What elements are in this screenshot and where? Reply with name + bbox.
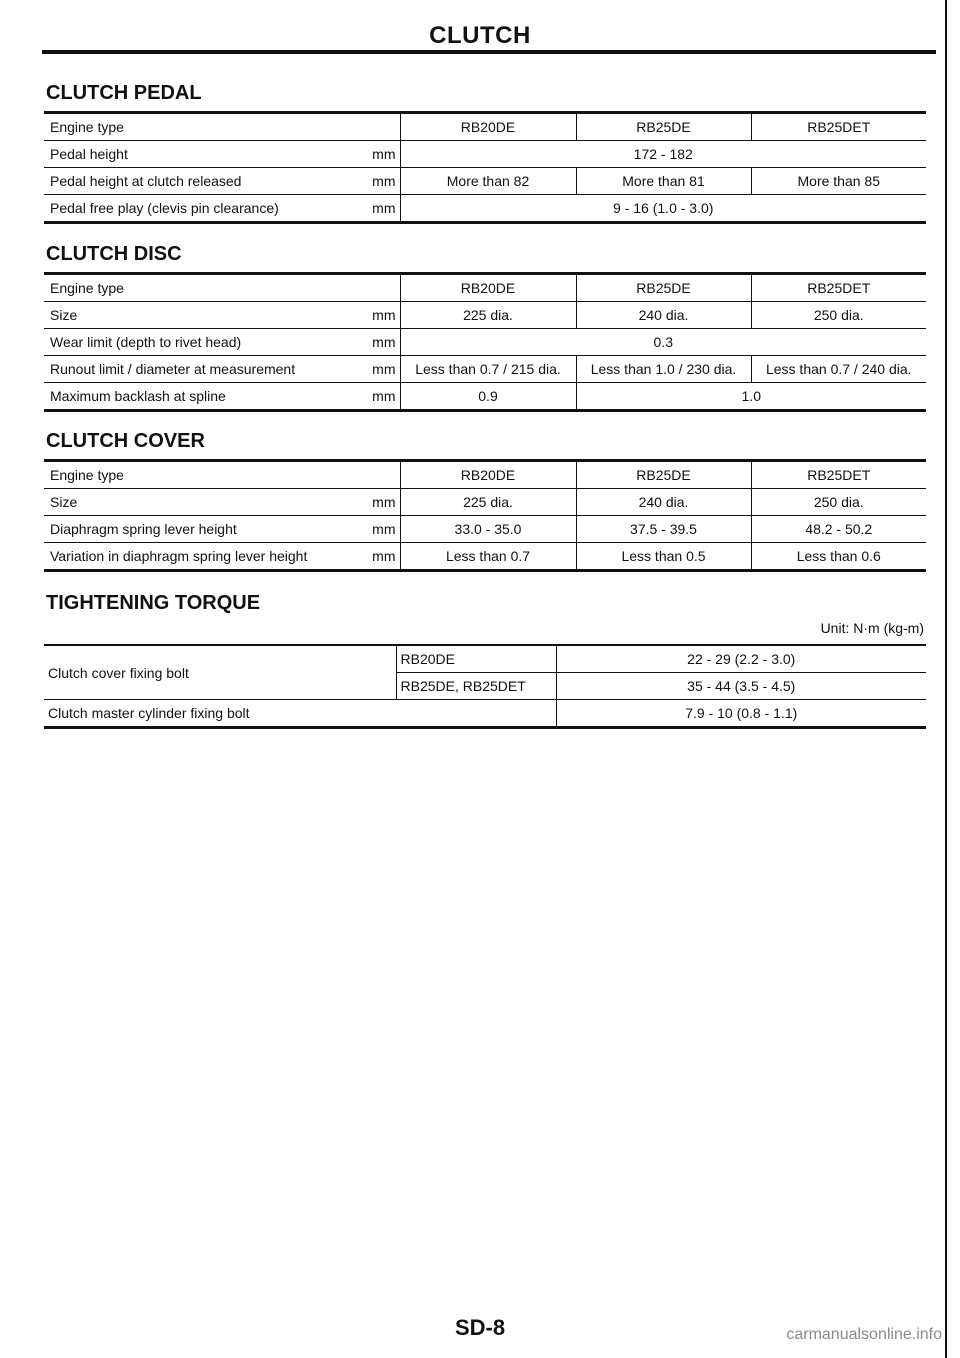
unit-label: mm (372, 361, 396, 377)
table-row (44, 461, 926, 489)
value-cell: More than 81 (576, 168, 751, 195)
value-cell: Less than 0.5 (576, 543, 751, 571)
value-cell: 0.9 (400, 383, 576, 411)
row-label: Pedal height at clutch released (50, 173, 242, 189)
value-cell: Less than 0.7 (400, 543, 576, 571)
row-label: Pedal free play (clevis pin clearance) (50, 200, 279, 216)
unit-label: mm (372, 521, 396, 537)
value-cell: RB25DET (751, 274, 926, 302)
condition-cell: RB25DE, RB25DET (396, 673, 556, 700)
value-cell: RB20DE (400, 461, 576, 489)
value-cell: RB20DE (400, 113, 576, 141)
value-cell: 37.5 - 39.5 (576, 516, 751, 543)
value-cell: 48.2 - 50.2 (751, 516, 926, 543)
row-label-cell (44, 383, 400, 411)
row-label-cell (44, 329, 400, 356)
table-row (44, 113, 926, 141)
torque-unit-note: Unit: N·m (kg-m) (820, 620, 924, 636)
clutch-disc-table (44, 272, 926, 412)
unit-label: mm (372, 494, 396, 510)
value-cell: RB25DET (751, 113, 926, 141)
value-cell: 225 dia. (400, 302, 576, 329)
value-cell: Less than 0.7 / 240 dia. (751, 356, 926, 383)
value-cell: 250 dia. (751, 302, 926, 329)
value-cell: RB25DE (576, 461, 751, 489)
row-label-cell (44, 141, 400, 168)
row-label: Clutch cover fixing bolt (44, 645, 396, 700)
row-label: Clutch master cylinder fixing bolt (48, 705, 250, 721)
table-row (44, 168, 926, 195)
table-row (44, 516, 926, 543)
row-label-cell (44, 168, 400, 195)
value-cell: RB25DE (576, 274, 751, 302)
row-label: Diaphragm spring lever height (50, 521, 237, 537)
watermark-text: carmanualsonline.info (786, 1326, 942, 1343)
row-label-cell (44, 543, 400, 571)
table-row (44, 329, 926, 356)
condition-cell: RB20DE (396, 645, 556, 673)
row-label: Size (50, 307, 78, 323)
row-label: Runout limit / diameter at measurement (50, 361, 296, 377)
table-row (44, 141, 926, 168)
table-row (44, 383, 926, 411)
table-row (44, 489, 926, 516)
page-right-border (945, 0, 947, 1358)
row-label: Maximum backlash at spline (50, 388, 226, 404)
row-label: Wear limit (depth to rivet head) (50, 334, 242, 350)
value-cell: RB25DET (751, 461, 926, 489)
value-cell: Less than 1.0 / 230 dia. (576, 356, 751, 383)
table-row (44, 195, 926, 223)
table-row (44, 356, 926, 383)
clutch-pedal-table (44, 111, 926, 224)
row-label-cell (44, 302, 400, 329)
row-label: Engine type (44, 274, 400, 302)
row-label: Variation in diaphragm spring lever height (50, 548, 308, 564)
value-cell: Less than 0.6 (751, 543, 926, 571)
value-cell: 240 dia. (576, 489, 751, 516)
clutch-pedal-heading: CLUTCH PEDAL (46, 82, 202, 104)
value-cell: 35 - 44 (3.5 - 4.5) (556, 673, 926, 700)
table-row (44, 543, 926, 571)
value-cell: 9 - 16 (1.0 - 3.0) (400, 195, 926, 223)
unit-label: mm (372, 548, 396, 564)
clutch-disc-heading: CLUTCH DISC (46, 243, 182, 265)
tightening-torque-table (44, 644, 926, 729)
value-cell: More than 82 (400, 168, 576, 195)
value-cell: 225 dia. (400, 489, 576, 516)
table-row (44, 302, 926, 329)
row-label-cell (44, 195, 400, 223)
title-rule (42, 50, 936, 54)
value-cell: More than 85 (751, 168, 926, 195)
clutch-cover-table (44, 459, 926, 572)
row-label: Engine type (44, 113, 400, 141)
row-label: Size (50, 494, 78, 510)
value-cell: 33.0 - 35.0 (400, 516, 576, 543)
value-cell: 240 dia. (576, 302, 751, 329)
value-cell: 172 - 182 (400, 141, 926, 168)
unit-label: mm (372, 388, 396, 404)
table-row (44, 645, 926, 673)
value-cell: 1.0 (576, 383, 926, 411)
row-label-cell (44, 489, 400, 516)
value-cell: 22 - 29 (2.2 - 3.0) (556, 645, 926, 673)
unit-label: mm (372, 334, 396, 350)
value-cell: 250 dia. (751, 489, 926, 516)
page-number: SD-8 (454, 1315, 506, 1340)
value-cell: 0.3 (400, 329, 926, 356)
row-label-cell (44, 356, 400, 383)
value-cell: RB20DE (400, 274, 576, 302)
table-row (44, 274, 926, 302)
value-cell: 7.9 - 10 (0.8 - 1.1) (556, 700, 926, 728)
row-label-cell (44, 516, 400, 543)
unit-label: mm (372, 173, 396, 189)
unit-label: mm (372, 307, 396, 323)
unit-label: mm (372, 146, 396, 162)
tightening-torque-heading: TIGHTENING TORQUE (46, 592, 261, 614)
clutch-cover-heading: CLUTCH COVER (46, 430, 205, 452)
value-cell: RB25DE (576, 113, 751, 141)
value-cell: Less than 0.7 / 215 dia. (400, 356, 576, 383)
unit-label: mm (372, 200, 396, 216)
row-label: Pedal height (50, 146, 128, 162)
page-title: CLUTCH (429, 22, 531, 49)
row-label: Engine type (44, 461, 400, 489)
table-row (44, 700, 926, 728)
